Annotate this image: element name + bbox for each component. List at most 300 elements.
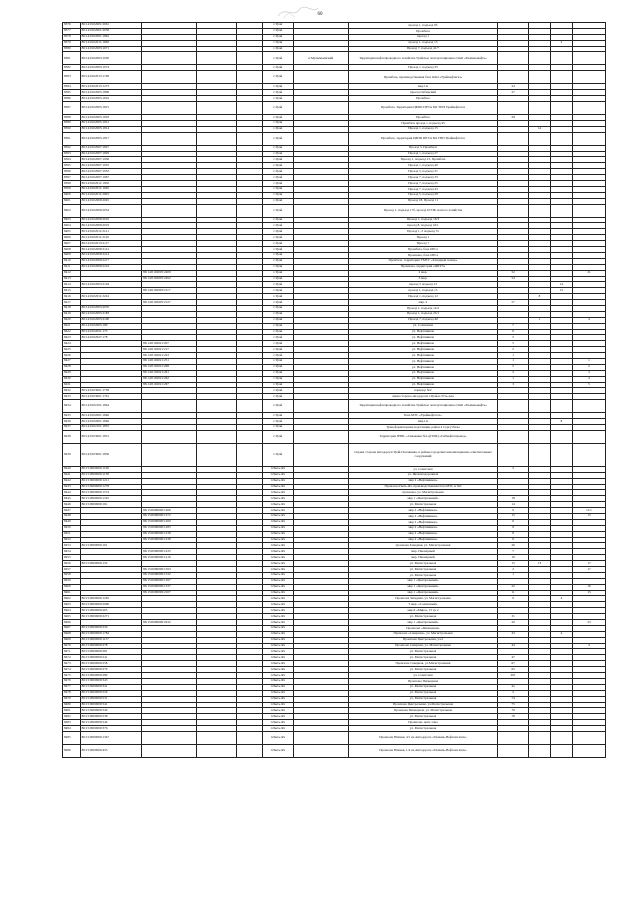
row-number-cell: 8470	[63, 643, 81, 649]
address-cell: Промзона Западная, ул. Магистральная	[348, 596, 497, 602]
cadastral-number-cell: 86:14:0102011:2224	[80, 294, 142, 300]
cadastral-number-cell: 86:14:0102001:2061	[80, 23, 142, 29]
building-number-cell	[498, 52, 529, 65]
cadastral-number-cell: 86:15:0000000:453	[80, 744, 142, 757]
city-cell: г.Пыть-Ях	[263, 649, 294, 655]
cadastral-number-cell: 86:14:0102005:1809	[80, 90, 142, 96]
row-number-cell: 8444	[63, 490, 81, 496]
address-cell: ул. Магистральная	[348, 649, 497, 655]
address-cell: мкр. 2	[348, 300, 497, 306]
row-number-cell: 8449	[63, 519, 81, 525]
premises-cell	[572, 71, 605, 84]
address-cell: ул. Нефтяников	[348, 364, 497, 370]
cadastral-number-2-cell	[142, 71, 197, 84]
address-cell: левая сторона автодороги г.Урай-п.Усть-Аха	[348, 394, 497, 400]
building-number-cell: 5	[498, 690, 529, 696]
city-cell: г.Пыть-Ях	[263, 537, 294, 543]
cadastral-number-4-cell	[236, 443, 262, 466]
city-cell: г.Урай	[263, 419, 294, 425]
city-cell: г.Урай	[263, 229, 294, 235]
address-cell: Промзона «Пионерная»	[348, 625, 497, 631]
premises-cell: 21	[572, 270, 605, 276]
row-number-cell: 8377	[63, 28, 81, 34]
building-number-cell: 78	[498, 714, 529, 720]
row-number-cell: 8461	[63, 590, 81, 596]
city-cell: г.Урай	[263, 335, 294, 341]
cadastral-number-cell: 86:15:0000000:343	[80, 678, 142, 684]
city-cell: г.Урай	[263, 400, 294, 413]
cadastral-number-cell: 86:14:0102009:2016	[80, 217, 142, 223]
city-cell: г.Пыть-Ях	[263, 673, 294, 679]
building-number-cell: 76	[498, 708, 529, 714]
row-number-cell: 8456	[63, 561, 81, 567]
building-number-cell: 67	[498, 661, 529, 667]
city-cell: г.Урай	[263, 270, 294, 276]
cadastral-number-2-cell	[142, 731, 197, 744]
address-cell: коридор №2	[348, 388, 497, 394]
row-number-cell: 8404	[63, 223, 81, 229]
row-number-cell: 8408	[63, 247, 81, 253]
cadastral-number-cell: 86:15:0000000:540	[80, 708, 142, 714]
address-cell: Промзона Северная, ул. Магистральная	[348, 643, 497, 649]
city-cell: г.Урай	[263, 294, 294, 300]
city-cell: г.Пыть-Ях	[263, 614, 294, 620]
row-number-cell: 8402	[63, 204, 81, 217]
address-cell: Промзона «Северная», ул. Магистральная	[348, 631, 497, 637]
city-cell: г.Пыть-Ях	[263, 625, 294, 631]
premises-cell: 16	[572, 584, 605, 590]
city-cell: г.Пыть-Ях	[263, 637, 294, 643]
building-number-cell: 201	[498, 673, 529, 679]
building-letter-cell	[528, 400, 550, 413]
city-cell: г.Урай	[263, 241, 294, 247]
cadastral-number-2-cell: 86:14:0102005:2409	[142, 270, 197, 276]
row-number-cell: 8396	[63, 169, 81, 175]
address-cell: мкр 1 «Центральный»	[348, 590, 497, 596]
building-number-cell: 6	[498, 329, 529, 335]
building-number-cell	[498, 400, 529, 413]
cadastral-number-3-cell	[197, 102, 237, 115]
row-number-cell: 8395	[63, 163, 81, 169]
city-cell: г.Урай	[263, 163, 294, 169]
city-cell: г.Урай	[263, 329, 294, 335]
building-number-cell: 15	[498, 514, 529, 520]
building-number-cell: 7	[498, 323, 529, 329]
city-cell: г.Урай	[263, 223, 294, 229]
building-number-cell: 5	[498, 335, 529, 341]
row-number-cell: 8464	[63, 608, 81, 614]
cadastral-number-cell: 86:14:0102001:1846	[80, 413, 142, 419]
address-cell: Промбаза, производственная база ОАО «Урайнефтегаз»	[348, 71, 497, 84]
address-cell: Проезд 18, Проезд 11	[348, 198, 497, 204]
building-letter-cell: 1	[528, 317, 550, 323]
address-cell: Промзона Пыть-Ях, производственная база МТС и ХО	[348, 484, 497, 490]
table-row	[63, 52, 606, 65]
row-number-cell: 8474	[63, 667, 81, 673]
city-cell: г.Пыть-Ях	[263, 678, 294, 684]
row-number-cell: 8417	[63, 300, 81, 306]
address-cell: Проезд 7, подъезд 25	[348, 181, 497, 187]
address-cell: Территория ЗНПС «Скважина №1»(ГПМ) «Сибнефтепровод»	[348, 430, 497, 443]
cadastral-number-cell: 86:14:0102011:2121	[80, 229, 142, 235]
premises-cell	[572, 52, 605, 65]
page-number: 60	[317, 12, 323, 17]
building-number-cell: 2	[498, 347, 529, 353]
address-cell: Промбаза, территория УМТС «Западный пожар»	[348, 258, 497, 264]
address-cell: Промзона Южная, 1/4 на Автодороге «Тюмень-Нефтеюганск»	[348, 744, 497, 757]
cadastral-number-cell: 86:15:0000000:526	[80, 690, 142, 696]
building-number-cell: 7	[498, 549, 529, 555]
cadastral-number-2-cell: 86:15:0000000:1532	[142, 572, 197, 578]
table-row	[63, 744, 606, 757]
building-number-cell: 1	[498, 572, 529, 578]
cadastral-number-cell: 86:15:0000000:541	[80, 702, 142, 708]
address-cell: ул. Нефтяников	[348, 370, 497, 376]
cadastral-number-2-cell: 86:14:0102005:2492	[142, 276, 197, 282]
city-cell: г.Пыть-Ях	[263, 466, 294, 472]
cadastral-number-cell: 86:15:0000000:376	[80, 726, 142, 732]
row-number-cell: 8467	[63, 625, 81, 631]
city-cell: г.Урай	[263, 126, 294, 132]
cadastral-number-cell: 86:14:0102005:1817	[80, 132, 142, 145]
address-cell: Проезд 1, подъезд 12	[348, 294, 497, 300]
row-number-cell: 8406	[63, 235, 81, 241]
row-number-cell: 8376	[63, 23, 81, 29]
cadastral-number-2-cell: 86:15:0000000:1272	[142, 514, 197, 520]
city-cell: г.Урай	[263, 145, 294, 151]
address-cell: 5 мкр. «Солнечный»	[348, 602, 497, 608]
building-number-cell	[498, 204, 529, 217]
row-number-cell: 8453	[63, 543, 81, 549]
cadastral-number-cell: 86:14:0102007:1967	[80, 175, 142, 181]
row-number-cell: 8388	[63, 115, 81, 121]
city-cell: г.Урай	[263, 288, 294, 294]
premises-cell: 1	[572, 358, 605, 364]
table-row	[63, 430, 606, 443]
building-letter-cell	[528, 443, 550, 466]
city-cell: г.Урай	[263, 358, 294, 364]
cadastral-number-cell: 86:14:0102005:1812	[80, 120, 142, 126]
cadastral-number-cell: 86:14:0102009:2217	[80, 258, 142, 264]
building-number-cell: 74	[498, 696, 529, 702]
building-number-cell: 54	[498, 276, 529, 282]
cadastral-number-cell: 86:15:0000000:1265	[80, 596, 142, 602]
building-number-cell: III	[498, 115, 529, 121]
address-cell: ул. Магистральная	[348, 714, 497, 720]
address-cell: Проезд 1, 2 подъезд 7а	[348, 229, 497, 235]
cadastral-number-cell: 86:15:0000000:1347	[80, 731, 142, 744]
city-cell: г.Пыть-Ях	[263, 496, 294, 502]
address-cell: мкр 2 «Нефтяников»	[348, 478, 497, 484]
premises-cell	[572, 744, 605, 757]
address-cell: Территория нефтепроводного хозяйства Урайское эксплуатационное ОАО «Тюменьнефть»	[348, 52, 497, 65]
row-number-cell: 8452	[63, 537, 81, 543]
city-cell: г.Урай	[263, 311, 294, 317]
city-cell: г.Урай	[263, 120, 294, 126]
cadastral-number-2-cell	[142, 132, 197, 145]
address-cell: мкр 2 «Нефтяников»	[348, 514, 497, 520]
cadastral-number-cell: 86:15:0000000:2271	[80, 614, 142, 620]
property-table	[62, 22, 606, 758]
city-cell: г.Урай	[263, 388, 294, 394]
row-number-cell: 8426	[63, 353, 81, 359]
premises-cell: 17	[572, 561, 605, 567]
address-cell: проезд 1	[348, 34, 497, 40]
row-number-cell: 8460	[63, 584, 81, 590]
building-number-cell: 4а	[498, 684, 529, 690]
row-number-cell: 8410	[63, 258, 81, 264]
row-number-cell: 8438	[63, 430, 81, 443]
row-number-cell: 8419	[63, 311, 81, 317]
cadastral-number-cell: 86:15:0000000:161	[80, 543, 142, 549]
cadastral-number-cell: 86:15:0000000:538	[80, 714, 142, 720]
row-number-cell: 8400	[63, 192, 81, 198]
row-number-cell: 8462	[63, 596, 81, 602]
premises-cell	[572, 132, 605, 145]
address-cell: Проезд 1, подъезд 16/3	[348, 217, 497, 223]
row-number-cell: 8430	[63, 376, 81, 382]
building-number-cell: 44	[498, 643, 529, 649]
cadastral-number-cell: 86:14:0102101:1855	[80, 424, 142, 430]
address-cell: Проезд 1, подъезд 15	[348, 126, 497, 132]
cadastral-number-2-cell: 86:14:0102021:243	[142, 353, 197, 359]
row-number-cell: 8477	[63, 684, 81, 690]
address-cell: проезд 1, подъезд 13	[348, 40, 497, 46]
premises-cell: 17	[572, 567, 605, 573]
address-cell: Промзона Южная, 4/1 на Автодороге «Тюмень-Нефтеюганск»	[348, 731, 497, 744]
address-cell: мкр 1 «Центральный»	[348, 620, 497, 626]
city-cell: г.Урай	[263, 23, 294, 29]
table-row	[63, 731, 606, 744]
row-number-cell: 8458	[63, 572, 81, 578]
city-cell: г.Пыть-Ях	[263, 596, 294, 602]
settlement-cell	[293, 71, 348, 84]
cadastral-number-3-cell	[197, 52, 237, 65]
settlement-cell	[293, 744, 348, 757]
city-cell: г.Пыть-Ях	[263, 602, 294, 608]
building-letter-cell	[528, 731, 550, 744]
cadastral-number-2-cell: 86:15:0000000:1416	[142, 555, 197, 561]
table-row	[63, 71, 606, 84]
corpus-cell	[550, 443, 572, 466]
cadastral-number-cell: 86:14:0102003:2100	[80, 317, 142, 323]
row-number-cell: 8451	[63, 531, 81, 537]
address-cell: Промзона, база ОРСа	[348, 252, 497, 258]
row-number-cell: 8468	[63, 631, 81, 637]
cadastral-number-cell: 86:14:0103001:1856	[80, 443, 142, 466]
city-cell: г.Пыть-Ях	[263, 708, 294, 714]
address-cell: мкр 2 «Нефтяников»	[348, 525, 497, 531]
building-number-cell: 5	[498, 466, 529, 472]
building-number-cell: 24	[498, 84, 529, 90]
cadastral-number-cell: 86:14:0102021:173	[80, 329, 142, 335]
cadastral-number-cell: 86:14:0102009:2019	[80, 223, 142, 229]
building-number-cell: 43	[498, 631, 529, 637]
cadastral-number-2-cell	[142, 400, 197, 413]
cadastral-number-4-cell	[236, 102, 262, 115]
corpus-cell: 4	[550, 631, 572, 637]
city-cell: г.Пыть-Ях	[263, 508, 294, 514]
premises-cell: 4	[572, 643, 605, 649]
address-cell: Промбаза. Территория ЦБПО ПРЭ и БО ТПП Урайнефтегаз	[348, 102, 497, 115]
row-number-cell: 8381	[63, 52, 81, 65]
city-cell: г.Урай	[263, 52, 294, 65]
city-cell: г.Урай	[263, 84, 294, 90]
building-number-cell: 31	[498, 614, 529, 620]
cadastral-number-2-cell: 86:14:0102021:267	[142, 382, 197, 388]
row-number-cell: 8457	[63, 567, 81, 573]
cadastral-number-cell: 86:15:0000000:2960	[80, 602, 142, 608]
city-cell: г.Урай	[263, 305, 294, 311]
city-cell: г.Урай	[263, 282, 294, 288]
city-cell: г.Урай	[263, 181, 294, 187]
building-number-cell: 1	[498, 358, 529, 364]
cadastral-number-4-cell	[236, 744, 262, 757]
city-cell: г.Пыть-Ях	[263, 643, 294, 649]
building-letter-cell: 8	[528, 294, 550, 300]
address-cell: Проезд 5, подъезд 29	[348, 192, 497, 198]
city-cell: г.Урай	[263, 132, 294, 145]
city-cell: г.Пыть-Ях	[263, 696, 294, 702]
address-cell: ул. Магистральная	[348, 572, 497, 578]
city-cell: г.Пыть-Ях	[263, 549, 294, 555]
city-cell: г.Урай	[263, 413, 294, 419]
address-cell: мкр. Пионерный	[348, 549, 497, 555]
cadastral-number-cell: 86:14:0102003:1671	[80, 46, 142, 52]
building-number-cell: 5	[498, 364, 529, 370]
city-cell: г.Пыть-Ях	[263, 726, 294, 732]
building-letter-cell	[528, 52, 550, 65]
city-cell: г.Урай	[263, 34, 294, 40]
corpus-cell	[550, 731, 572, 744]
row-number-cell: 8383	[63, 71, 81, 84]
building-letter-cell	[528, 132, 550, 145]
cadastral-number-cell: 86:15:0000000:1784	[80, 631, 142, 637]
address-cell: ул. Нефтяников	[348, 358, 497, 364]
row-number-cell: 8439	[63, 443, 81, 466]
address-cell: ул. Нефтяников	[348, 341, 497, 347]
building-letter-cell	[528, 204, 550, 217]
address-cell: ул. Железнодорожная	[348, 472, 497, 478]
row-number-cell: 8427	[63, 358, 81, 364]
city-cell: г.Урай	[263, 247, 294, 253]
row-number-cell: 8485	[63, 731, 81, 744]
cadastral-number-4-cell	[236, 204, 262, 217]
cadastral-number-cell: 86:15:0000000:1190	[80, 466, 142, 472]
cadastral-number-cell: 86:14:0102005:1815	[80, 102, 142, 115]
premises-cell: 3	[572, 370, 605, 376]
building-number-cell: 8	[498, 531, 529, 537]
cadastral-number-cell: 86:14:0102003:2104	[80, 282, 142, 288]
city-cell: г.Урай	[263, 28, 294, 34]
cadastral-number-2-cell: 86:14:0102021:217	[142, 347, 197, 353]
building-number-cell	[498, 443, 529, 466]
row-number-cell: 8446	[63, 502, 81, 508]
address-cell: мкр 2 «Нефтяников»	[348, 537, 497, 543]
city-cell: г.Урай	[263, 300, 294, 306]
city-cell: г.Пыть-Ях	[263, 484, 294, 490]
row-number-cell: 8411	[63, 264, 81, 270]
row-number-cell: 8429	[63, 370, 81, 376]
row-number-cell: 8412	[63, 270, 81, 276]
row-number-cell: 8416	[63, 294, 81, 300]
row-number-cell: 8435	[63, 413, 81, 419]
cadastral-number-cell: 86:15:0000000:152	[80, 561, 142, 567]
address-cell: мкр 1 «Центральный»	[348, 578, 497, 584]
city-cell: г.Пыть-Ях	[263, 525, 294, 531]
cadastral-number-cell: 86:14:0102013:1748	[80, 71, 142, 84]
row-number-cell: 8380	[63, 46, 81, 52]
cadastral-number-2-cell: 86:14:0102021:207	[142, 341, 197, 347]
row-number-cell: 8413	[63, 276, 81, 282]
table-body	[63, 23, 606, 758]
address-cell: Проезд 1	[348, 235, 497, 241]
address-cell: ул. Магистральная	[348, 690, 497, 696]
corpus-cell: 8	[550, 419, 572, 425]
city-cell: г.Урай	[263, 347, 294, 353]
cadastral-number-2-cell: 86:14:0102003:2117	[142, 288, 197, 294]
row-number-cell: 8401	[63, 198, 81, 204]
address-cell: Проезд 7	[348, 241, 497, 247]
address-cell: проезд 1, подъезд 15	[348, 288, 497, 294]
cadastral-number-4-cell	[236, 400, 262, 413]
city-cell: г.Урай	[263, 430, 294, 443]
address-cell: ул. Нефтяников	[348, 382, 497, 388]
settlement-cell	[293, 102, 348, 115]
cadastral-number-cell: 86:15:0000000:1157	[80, 637, 142, 643]
cadastral-number-2-cell: 86:14:0102021:268	[142, 364, 197, 370]
cadastral-number-cell: 86:15:0000000:341	[80, 684, 142, 690]
address-cell: мкр 2 «Нефтяников»	[348, 519, 497, 525]
premises-cell: 4	[572, 376, 605, 382]
row-number-cell: 8433	[63, 394, 81, 400]
building-number-cell: 9	[498, 596, 529, 602]
building-number-cell: 6	[498, 519, 529, 525]
address-cell: Проезд 1, подъезд 2б/1	[348, 311, 497, 317]
premises-cell: 5	[572, 382, 605, 388]
city-cell: г.Урай	[263, 353, 294, 359]
city-cell: г.Урай	[263, 443, 294, 466]
row-number-cell: 8482	[63, 714, 81, 720]
cadastral-number-3-cell	[197, 400, 237, 413]
cadastral-number-cell: 86:14:0102001:1862	[80, 34, 142, 40]
cadastral-number-2-cell: 86:15:0000000:1238	[142, 531, 197, 537]
cadastral-number-cell: 86:14:0102007:1936	[80, 157, 142, 163]
city-cell: г.Урай	[263, 71, 294, 84]
building-number-cell: 15	[498, 561, 529, 567]
cadastral-number-3-cell	[197, 443, 237, 466]
row-number-cell: 8480	[63, 702, 81, 708]
premises-cell: 15	[572, 514, 605, 520]
row-number-cell: 8436	[63, 419, 81, 425]
address-cell: Проезд 5, подъезд 31	[348, 169, 497, 175]
row-number-cell: 8389	[63, 120, 81, 126]
address-cell: мкр 2 «Нефтяников»	[348, 508, 497, 514]
row-number-cell: 8422	[63, 329, 81, 335]
row-number-cell: 8382	[63, 65, 81, 71]
row-number-cell: 8378	[63, 34, 81, 40]
city-cell: г.Пыть-Ях	[263, 620, 294, 626]
address-cell: Промбаза	[348, 28, 497, 34]
building-number-cell: 26	[498, 543, 529, 549]
premises-cell: 15	[572, 590, 605, 596]
city-cell: г.Пыть-Ях	[263, 661, 294, 667]
cadastral-number-cell: 86:14:0102027:178	[80, 335, 142, 341]
cadastral-number-cell: 86:14:0102001:1846	[80, 419, 142, 425]
city-cell: г.Пыть-Ях	[263, 490, 294, 496]
city-cell: г.Урай	[263, 90, 294, 96]
cadastral-number-3-cell	[197, 71, 237, 84]
